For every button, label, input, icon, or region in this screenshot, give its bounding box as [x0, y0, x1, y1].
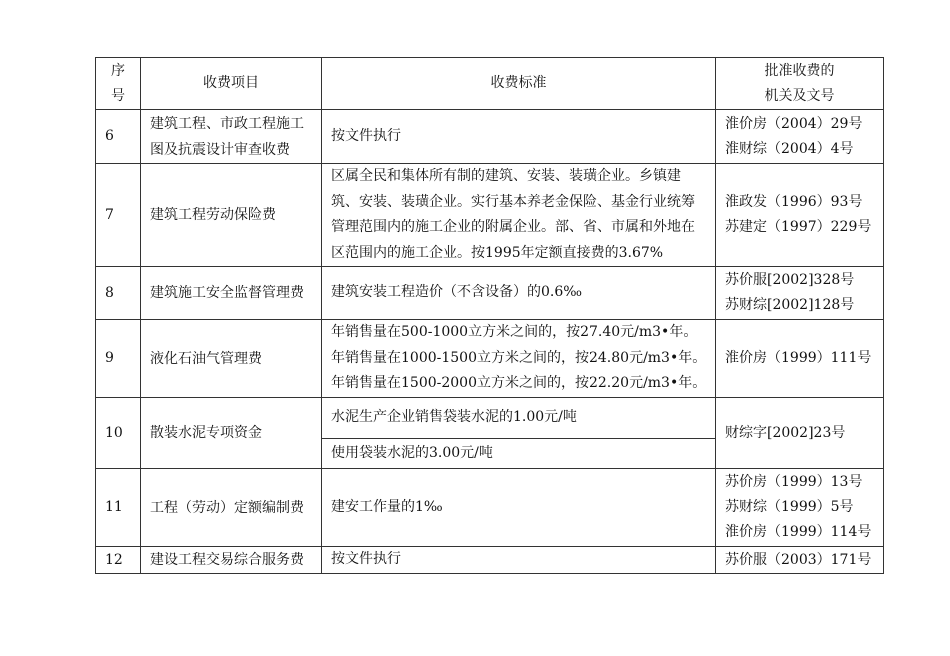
table-row	[96, 110, 884, 164]
authority-line: 苏价服（2003）171号	[725, 551, 872, 568]
authority-line: 苏财综[2002]128号	[725, 297, 855, 313]
row-authority	[716, 164, 884, 267]
standard-line: 年销售量在1500-2000立方米之间的，按22.20元/m3•年。	[331, 375, 707, 392]
header-item: 收费项目	[141, 58, 322, 110]
row-authority	[716, 469, 884, 547]
row-authority	[716, 267, 884, 320]
header-authority-line-2: 机关及文号	[764, 87, 835, 104]
table-row	[96, 547, 884, 574]
table-row	[96, 320, 884, 398]
standard-line: 按文件执行	[331, 127, 401, 144]
row-item: 液化石油气管理费	[141, 320, 322, 398]
table-row	[96, 267, 884, 320]
row-item: 建筑工程劳动保险费	[141, 164, 322, 267]
authority-line: 淮价房（2004）29号	[725, 115, 863, 132]
header-authority	[716, 58, 884, 110]
standard-line: 建筑安装工程造价（不含设备）的0.6‰	[331, 284, 583, 301]
standard-line: 水泥生产企业销售袋装水泥的1.00元/吨	[331, 409, 577, 426]
authority-line: 财综字[2002]23号	[725, 424, 846, 441]
row-standard	[322, 110, 716, 164]
authority-line: 苏财综（1999）5号	[725, 499, 854, 515]
header-standard: 收费标准	[322, 58, 716, 110]
table-row	[96, 164, 884, 267]
row-no: 8	[96, 267, 141, 320]
row-item: 建筑施工安全监督管理费	[141, 267, 322, 320]
authority-line: 苏价房（1999）13号	[725, 474, 863, 490]
header-row	[96, 58, 884, 110]
standard-line: 按文件执行	[331, 551, 401, 568]
authority-line: 苏建定（1997）229号	[725, 219, 872, 235]
row-item: 建筑工程、市政工程施工图及抗震设计审查收费	[141, 110, 322, 164]
row-authority	[716, 110, 884, 164]
row-item: 工程（劳动）定额编制费	[141, 469, 322, 547]
standard-line: 年销售量在1000-1500立方米之间的，按24.80元/m3•年。	[331, 349, 707, 366]
standard-line: 使用袋装水泥的3.00元/吨	[331, 444, 493, 461]
row-authority	[716, 547, 884, 574]
row-standard	[322, 320, 716, 398]
row-no: 6	[96, 110, 141, 164]
authority-line: 淮财综（2004）4号	[725, 140, 854, 157]
header-authority-line-1: 批准收费的	[764, 62, 835, 79]
row-no: 11	[96, 469, 141, 547]
authority-line: 淮政发（1996）93号	[725, 194, 863, 210]
standard-line: 建安工作量的1‰	[331, 498, 443, 515]
table-row	[96, 469, 884, 547]
header-no	[96, 58, 141, 110]
row-no: 10	[96, 398, 141, 469]
row-item: 散装水泥专项资金	[141, 398, 322, 469]
row-item: 建设工程交易综合服务费	[141, 547, 322, 574]
row-authority	[716, 398, 884, 469]
row-no: 12	[96, 547, 141, 574]
row-standard	[322, 398, 716, 439]
authority-line: 淮价房（1999）111号	[725, 350, 872, 366]
row-standard	[322, 547, 716, 574]
row-standard: 区属全民和集体所有制的建筑、安装、装璜企业。乡镇建筑、安装、装璜企业。实行基本养老金保险、基金行业统筹管理范围内的施工企业的附属企业。部、省、市属和外地在区范围内的施工企业。按1995年定额直接费的3.67%	[322, 164, 716, 267]
authority-line: 苏价服[2002]328号	[725, 272, 855, 288]
authority-line: 淮价房（1999）114号	[725, 524, 872, 540]
standard-line: 年销售量在500-1000立方米之间的，按27.40元/m3•年。	[331, 324, 698, 341]
fee-table	[95, 57, 884, 574]
row-authority	[716, 320, 884, 398]
row-no: 9	[96, 320, 141, 398]
header-no-line-1: 序	[111, 62, 125, 79]
header-no-line-2: 号	[111, 87, 125, 104]
row-standard	[322, 439, 716, 469]
table-row	[96, 398, 884, 439]
row-standard	[322, 469, 716, 547]
row-standard	[322, 267, 716, 320]
row-no: 7	[96, 164, 141, 267]
